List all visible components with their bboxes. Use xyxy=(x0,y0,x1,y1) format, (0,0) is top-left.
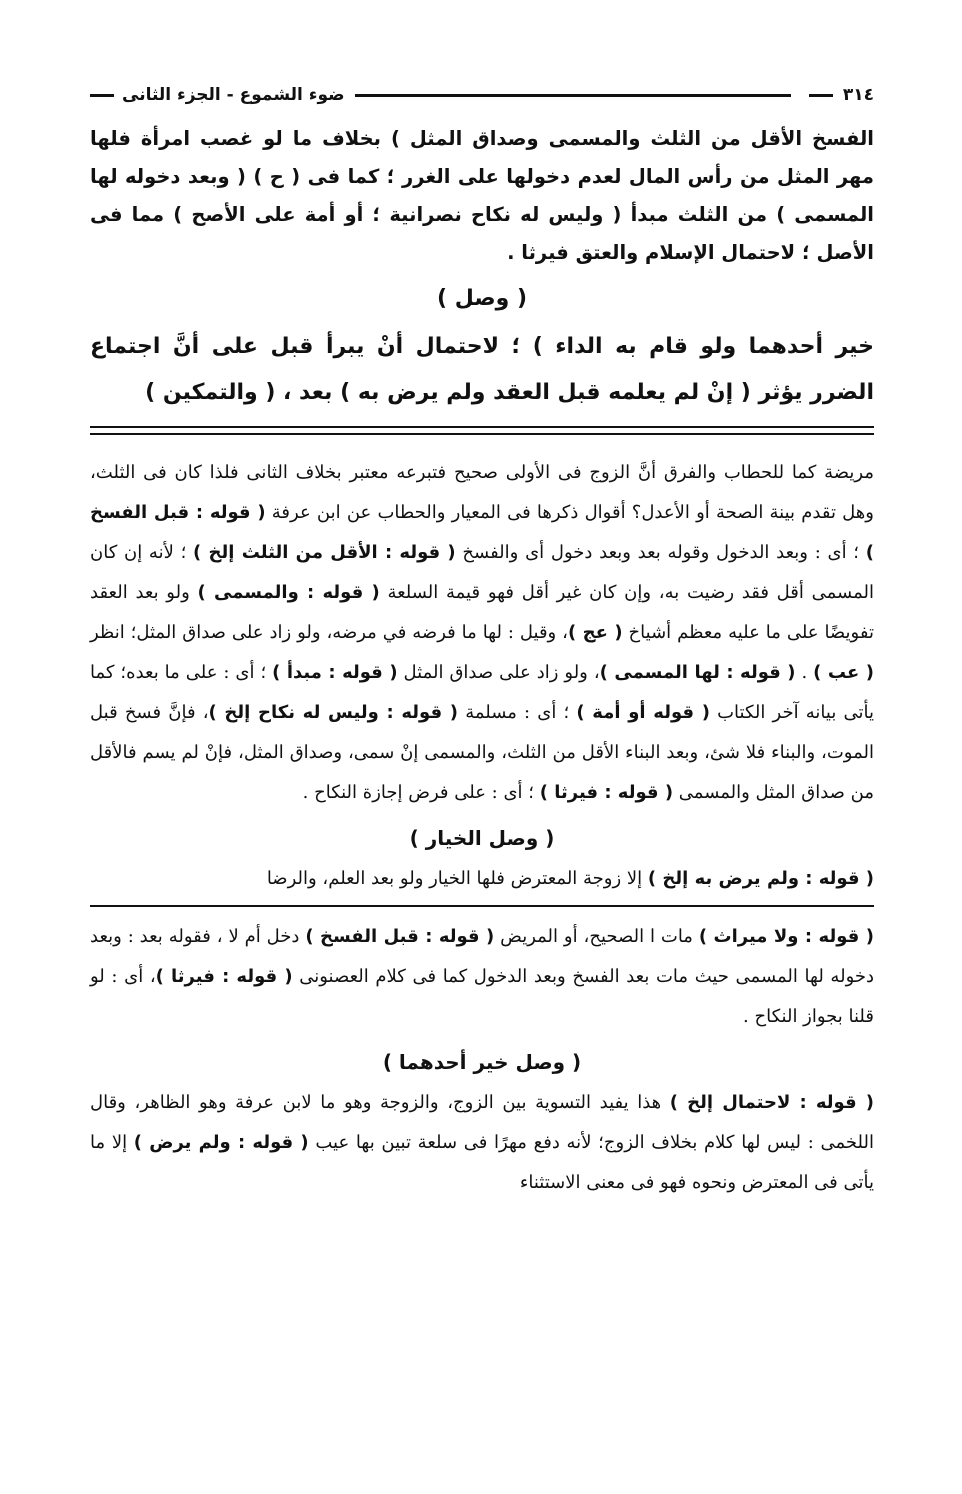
header-rule xyxy=(355,94,791,97)
quote-label: ( قوله : لاحتمال إلخ ) xyxy=(669,1092,874,1113)
quote-label: ( قوله : ولم يرض ) xyxy=(133,1132,309,1153)
commentary-paragraph xyxy=(90,917,874,1037)
quote-label: ( قوله : قبل الفسخ ) xyxy=(305,926,495,947)
quote-label: ( قوله : مبدأ ) xyxy=(272,662,398,683)
quote-label: ( قوله : فيرثا ) xyxy=(539,782,674,803)
header-dash xyxy=(809,94,833,97)
quote-label: ( قوله : فيرثا ) xyxy=(155,966,293,987)
commentary-text: ؛ أى : وبعد الدخول وقوله بعد وبعد دخول أى والفسخ xyxy=(462,542,860,563)
page-header xyxy=(90,78,874,112)
main-text-paragraph: الفسخ الأقل من الثلث والمسمى وصداق المثل ) بخلاف ما لو غصب امرأة فلها مهر المثل من رأس المال لعدم دخولها على الغرر ؛ كما فى ( ح ) ( وبعد دخوله لها المسمى ) من الثلث مبدأ ( وليس له نكاح نصرانية ؛ أو أمة على الأصح ) مما فى الأصل ؛ لاحتمال الإسلام والعتق فيرثا . xyxy=(90,127,874,264)
commentary-text: إلا ما يأتى فى المعترض ونحوه فهو فى معنى الاستثناء xyxy=(90,1132,874,1193)
page-number: ٣١٤ xyxy=(842,85,874,105)
subsection-title: ( وصل الخيار ) xyxy=(409,826,555,850)
commentary-block-4 xyxy=(90,1083,874,1203)
book-page xyxy=(90,78,874,1203)
quote-label: ( قوله : وليس له نكاح إلخ ) xyxy=(208,702,459,723)
main-text-block xyxy=(90,120,874,272)
commentary-paragraph: مريضة كما للحطاب والفرق أنَّ الزوج فى الأولى صحيح فتبرعه معتبر بخلاف الثانى فلذا كان فى الثلث، وهل تقدم بينة الصحة أو الأعدل؟ أقوال ذكرها فى المعيار والحطاب عن ابن عرفة ( قوله : قبل الفسخ ) ؛ أى : وبعد الدخول وقوله بعد وبعد دخول أى والفسخ ( قوله : الأقل من الثلث إلخ ) ؛ لأنه إن كان المسمى أقل فقد رضيت به، وإن كان غير أقل فهو قيمة السلعة ( قوله : والمسمى ) ولو بعد العقد تفويضًا على ما عليه معظم أشياخ ( عج )، وقيل : لها ما فرضه في مرضه، ولو زاد على صداق المثل؛ انظر ( عب ) . ( قوله : لها المسمى )، ولو زاد على صداق المثل ( قوله : مبدأ ) ؛ أى : على ما بعده؛ كما يأتى بيانه آخر الكتاب ( قوله أو أمة ) ؛ أى : مسلمة ( قوله : وليس له نكاح إلخ )، فإنَّ فسخ قبل الموت، والبناء فلا شئ، وبعد البناء الأقل من الثلث، والمسمى إنْ سمى، وصداق المثل، فإنْ لم يسم فالأقل من صداق المثل والمسمى ( قوله : فيرثا ) ؛ أى : على فرض إجازة النكاح . xyxy=(90,462,874,803)
commentary-paragraph xyxy=(90,1083,874,1203)
commentary-text: هذا يفيد التسوية بين الزوج، والزوجة وهو ما لابن عرفة وهو الظاهر، وقال اللخمى : ليس لها كلام بخلاف الزوج؛ لأنه دفع مهرًا فى سلعة تبين بها عيب xyxy=(90,1092,874,1153)
commentary-text: ؛ أى : على فرض إجازة النكاح . xyxy=(302,782,534,803)
divider xyxy=(90,905,874,907)
quote-label: ( قوله : ولم يرض به إلخ ) xyxy=(647,868,874,889)
commentary-text: إلا زوجة المعترض فلها الخيار ولو بعد العلم، والرضا xyxy=(266,868,643,889)
commentary-text: ، أى : لو قلنا بجواز النكاح . xyxy=(90,966,874,1027)
commentary-text: ؛ أى : مسلمة xyxy=(465,702,570,723)
commentary-text: ؛ أى : على ما بعده؛ كما يأتى بيانه آخر الكتاب xyxy=(90,662,874,723)
quote-label: ( قوله أو أمة ) xyxy=(576,702,710,723)
quote-label: ( قوله : قبل الفسخ ) xyxy=(90,502,874,563)
commentary-text: ، ولو زاد على صداق المثل xyxy=(403,662,600,683)
running-title: ضوء الشموع - الجزء الثانى xyxy=(122,85,345,105)
commentary-text: دخل أم لا ، فقوله بعد : وبعد دخوله لها المسمى حيث مات بعد الفسخ وبعد الدخول كما فى كلام العصنونى xyxy=(90,926,875,987)
header-dash xyxy=(90,94,114,97)
reference-label: ( عب ) xyxy=(813,662,874,683)
quote-label: ( قوله : ولا ميراث ) xyxy=(698,926,874,947)
commentary-text: ولو بعد العقد تفويضًا على ما عليه معظم أشياخ xyxy=(90,582,874,643)
commentary-text: ، وقيل : لها ما فرضه في مرضه، ولو زاد على صداق المثل؛ انظر xyxy=(90,622,568,643)
commentary-text: مريضة كما للحطاب والفرق أنَّ الزوج فى الأولى صحيح فتبرعه معتبر بخلاف الثانى فلذا كان فى الثلث، وهل تقدم بينة الصحة أو الأعدل؟ أقوال ذكرها فى المعيار والحطاب عن ابن عرفة xyxy=(90,462,874,523)
commentary-block-3 xyxy=(90,917,874,1037)
section-title: ( وصل ) xyxy=(437,286,527,311)
double-divider xyxy=(90,426,874,435)
commentary-text: ، فإنَّ فسخ قبل الموت، والبناء فلا شئ، وبعد البناء الأقل من الثلث، والمسمى إنْ سمى، وصداق المثل، فإنْ لم يسم فالأقل من صداق المثل والمسمى xyxy=(90,702,874,803)
commentary-block-1 xyxy=(90,453,874,813)
main-text-paragraph: خير أحدهما ولو قام به الداء ) ؛ لاحتمال أنْ يبرأ قبل على أنَّ اجتماع الضرر يؤثر ( إنْ لم يعلمه قبل العقد ولم يرض به ) بعد ، ( والتمكين ) xyxy=(90,334,874,405)
commentary-text: ؛ لأنه إن كان المسمى أقل فقد رضيت به، وإن كان غير أقل فهو قيمة السلعة xyxy=(90,542,874,603)
commentary-paragraph xyxy=(90,859,874,899)
quote-label: ( قوله : الأقل من الثلث إلخ ) xyxy=(193,542,456,563)
commentary-block-2 xyxy=(90,859,874,899)
commentary-text: مات ا الصحيح، أو المريض xyxy=(500,926,693,947)
subsection-title: ( وصل خير أحدهما ) xyxy=(382,1050,582,1074)
quote-label: ( قوله : والمسمى ) xyxy=(197,582,380,603)
quote-label: ( قوله : لها المسمى ) xyxy=(599,662,796,683)
reference-label: ( عج ) xyxy=(567,622,623,643)
